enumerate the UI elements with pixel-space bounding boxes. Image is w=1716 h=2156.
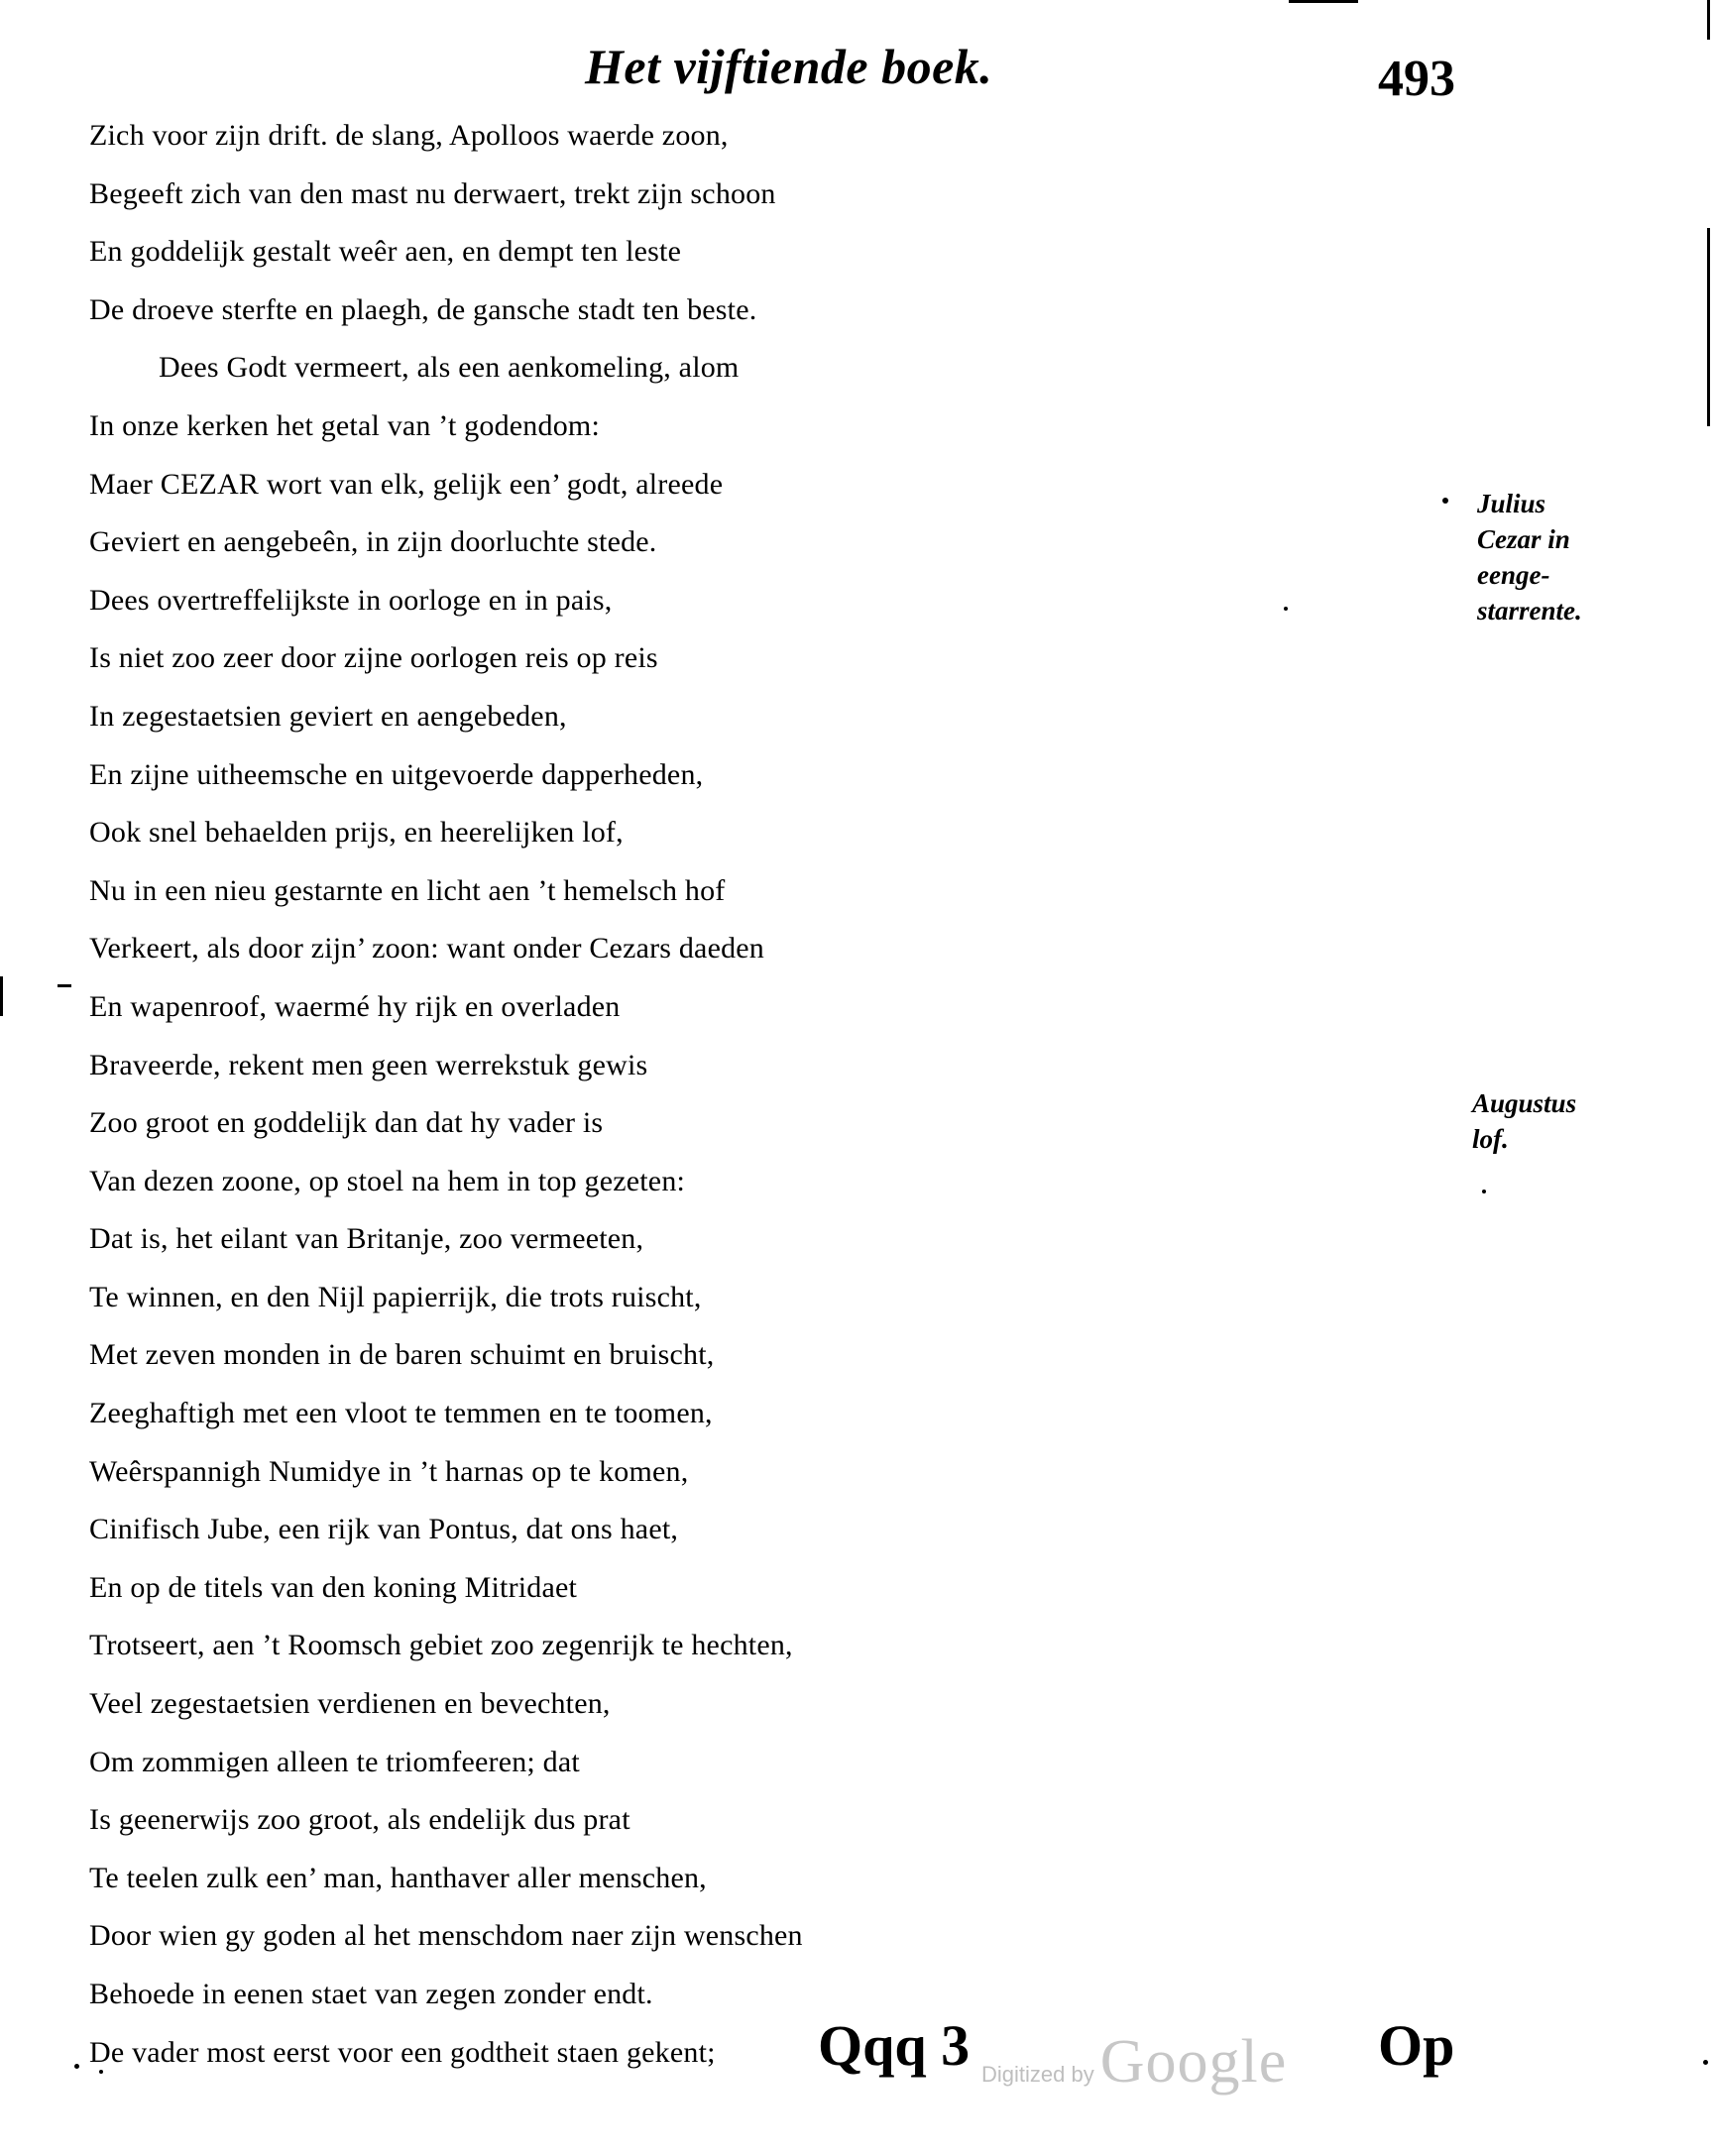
scan-speck [1284,607,1288,611]
verse-line: Dat is, het eilant van Britanje, zoo vermeeten, [89,1222,644,1256]
verse-line: Verkeert, als door zijn’ zoon: want onder Cezars daeden [89,932,765,965]
scan-speck [1482,1190,1486,1193]
verse-line: Met zeven monden in de baren schuimt en bruischt, [89,1338,715,1372]
verse-line: Cinifisch Jube, een rijk van Pontus, dat ons haet, [89,1513,679,1546]
verse-line: En op de titels van den koning Mitridaet [89,1570,578,1604]
verse-line: Dees Godt vermeert, als een aenkomeling, alom [159,351,740,385]
verse-line: Trotseert, aen ’t Roomsch gebiet zoo zegenrijk te hechten, [89,1629,793,1662]
verse-line: Veel zegestaetsien verdienen en bevechten, [89,1687,611,1721]
verse-line: Is niet zoo zeer door zijne oorlogen reis op reis [89,641,658,675]
margin-note-line: Cezar in [1477,524,1570,554]
watermark-prefix: Digitized by [981,2062,1094,2087]
google-logo: Google [1099,2028,1288,2096]
verse-line: In onze kerken het getal van ’t godendom: [89,408,600,442]
scan-edge-mark [1707,228,1710,426]
verse-line: Maer CEZAR wort van elk, gelijk een’ godt, alreede [89,467,724,501]
scan-edge-mark [1289,0,1358,3]
scan-speck [1703,2060,1708,2065]
verse-line: Nu in een nieu gestarnte en licht aen ’t hemelsch hof [89,873,726,907]
verse-line: Is geenerwijs zoo groot, als endelijk dus prat [89,1803,630,1837]
margin-note-line: starrente. [1477,596,1582,625]
verse-line: Door wien gy goden al het menschdom naer zijn wenschen [89,1919,803,1953]
scan-edge-mark [1707,0,1710,40]
verse-line: Behoede in eenen staet van zegen zonder endt. [89,1978,653,2010]
running-head: Het vijftiende boek. [585,39,993,94]
verse-line: Geviert en aengebeên, in zijn doorluchte stede. [89,525,657,559]
verse-line: Begeeft zich van den mast nu derwaert, trekt zijn schoon [89,176,776,210]
verse-line: In zegestaetsien geviert en aengebeden, [89,699,567,733]
verse-line: Dees overtreffelijkste in oorloge en in pais, [89,583,613,617]
verse-line: En zijne uitheemsche en uitgevoerde dapperheden, [89,757,704,791]
margin-note-julius-cezar [1477,486,1582,628]
verse-line: De droeve sterfte en plaegh, de gansche stadt ten beste. [89,292,757,326]
scan-speck [74,2064,79,2069]
verse-line: En wapenroof, waermé hy rijk en overladen [89,989,621,1023]
verse-line: Ook snel behaelden prijs, en heerelijken lof, [89,816,624,850]
margin-note-line: Augustus [1472,1088,1577,1118]
verse-block [89,107,1477,2082]
google-watermark [981,2027,1287,2098]
catchword: Op [1378,2013,1455,2078]
margin-note-line: lof. [1472,1124,1509,1154]
verse-line: Om zommigen alleen te triomfeeren; dat [89,1745,580,1778]
scan-speck [1442,498,1448,504]
verse-line: De vader most eerst voor een godtheit staen gekent; [89,2035,716,2069]
verse-line: Zeeghaftigh met een vloot te temmen en te toomen, [89,1397,713,1430]
signature-mark: Qqq 3 [818,2013,971,2078]
verse-line: En goddelijk gestalt weêr aen, en dempt ten leste [89,235,682,269]
verse-line: Te winnen, en den Nijl papierrijk, die trots ruischt, [89,1280,702,1313]
scan-speck [99,2070,103,2074]
page-number: 493 [1378,51,1455,107]
verse-line: Weêrspannigh Numidye in ’t harnas op te komen, [89,1454,689,1488]
margin-note-line: Julius [1477,489,1546,518]
verse-line: Zoo groot en goddelijk dan dat hy vader is [89,1106,604,1140]
scan-edge-mark [57,984,71,987]
verse-line: Braveerde, rekent men geen werrekstuk gewis [89,1048,648,1081]
verse-line: Zich voor zijn drift. de slang, Apolloos waerde zoon, [89,119,729,152]
margin-note-line: eenge- [1477,560,1550,590]
scan-edge-mark [0,976,3,1016]
verse-line: Van dezen zoone, op stoel na hem in top gezeten: [89,1164,686,1197]
margin-note-augustus [1472,1085,1576,1157]
verse-line: Te teelen zulk een’ man, hanthaver aller menschen, [89,1861,707,1894]
